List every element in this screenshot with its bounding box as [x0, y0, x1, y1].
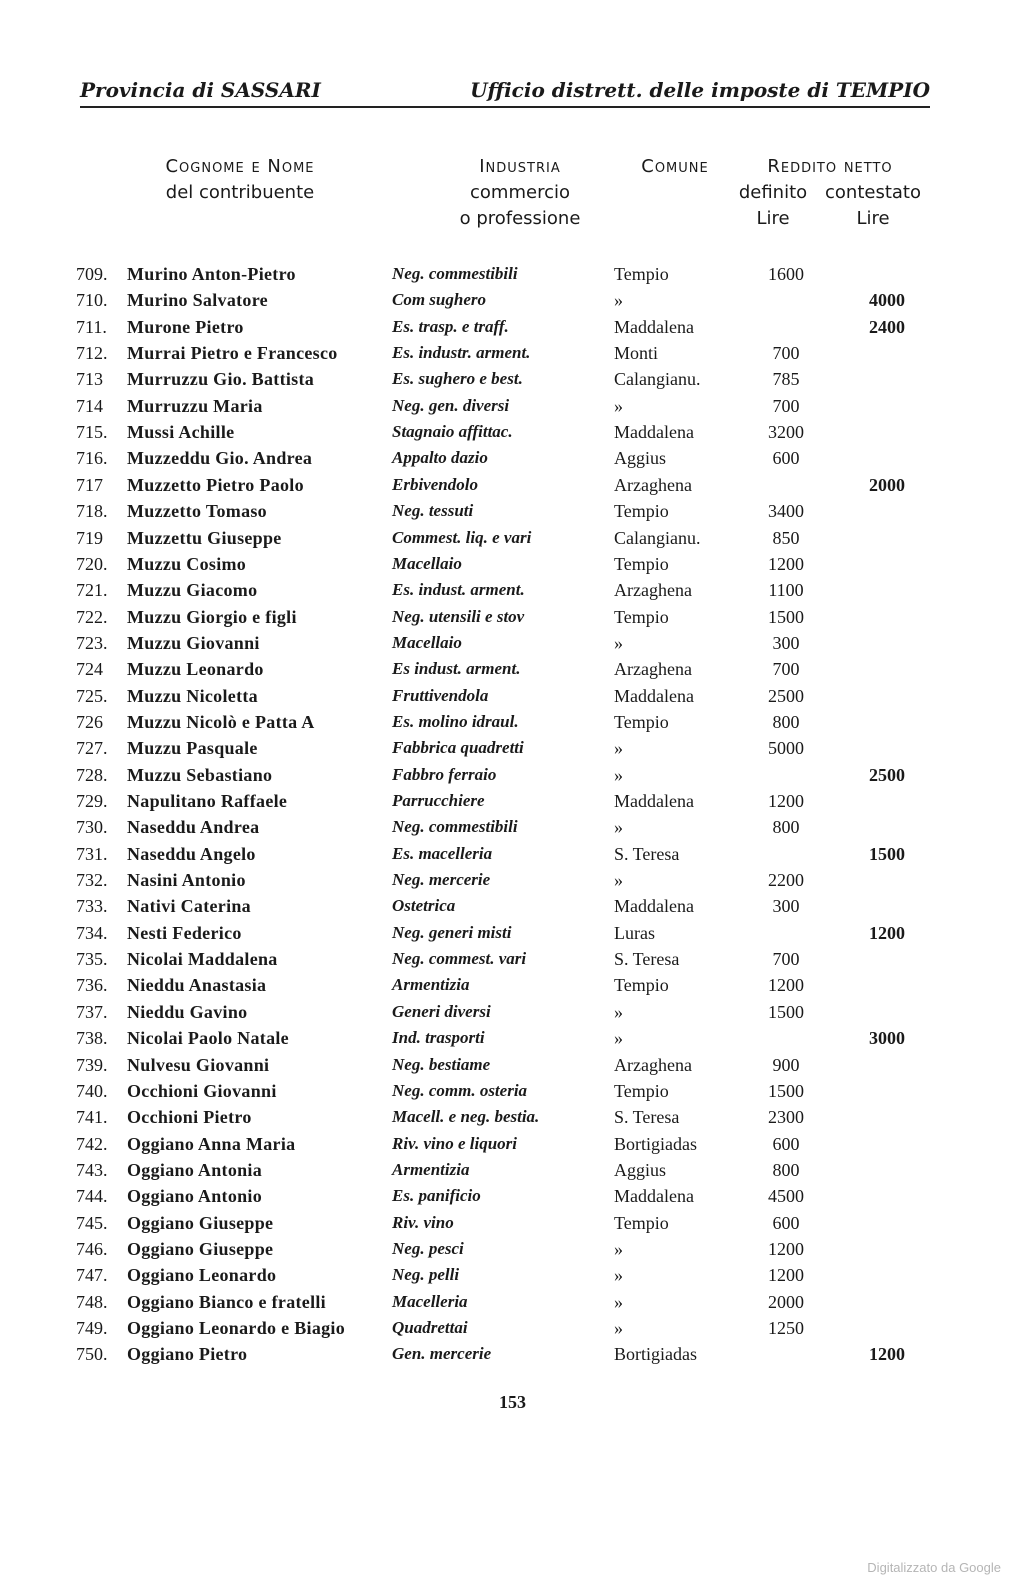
industry: Riv. vino: [392, 1212, 454, 1232]
taxpayer-name: Nicolai Maddalena: [127, 949, 278, 970]
income-definito: 2000: [768, 1291, 804, 1312]
industry: Es. sughero e best.: [392, 369, 523, 389]
row-number: 743.: [76, 1159, 108, 1180]
taxpayer-name: Mussi Achille: [127, 422, 235, 443]
comune: Maddalena: [614, 422, 694, 443]
industry: Neg. tessuti: [392, 501, 474, 521]
table-row: [0, 710, 1025, 736]
column-header-definito-label: definito: [738, 182, 808, 203]
comune: Arzaghena: [614, 474, 692, 495]
income-definito: 600: [772, 1212, 800, 1233]
industry: Fabbrica quadretti: [392, 738, 524, 758]
table-row: [0, 367, 1025, 393]
table-row: [0, 552, 1025, 578]
comune: »: [614, 870, 623, 891]
taxpayer-name: Murino Salvatore: [127, 290, 268, 311]
row-number: 750.: [76, 1344, 108, 1365]
taxpayer-name: Murino Anton-Pietro: [127, 264, 296, 284]
industry: Neg. commestibili: [392, 264, 518, 283]
table-row: [0, 789, 1025, 815]
comune: Monti: [614, 343, 659, 364]
industry: Ostetrica: [392, 896, 456, 916]
industry: Macell. e neg. bestia.: [392, 1107, 540, 1127]
industry: Neg. bestiame: [392, 1054, 491, 1074]
row-number: 742.: [76, 1133, 108, 1154]
comune: S. Teresa: [614, 1107, 680, 1128]
column-header-definito-unit: Lire: [756, 208, 790, 229]
comune: Tempio: [614, 553, 669, 574]
taxpayer-name: Muzzu Leonardo: [127, 659, 264, 680]
industry: Es indust. arment.: [392, 659, 521, 679]
table-row: [0, 1290, 1025, 1316]
row-number: 731.: [76, 843, 108, 864]
table-row: [0, 1026, 1025, 1052]
taxpayer-name: Nasini Antonio: [127, 870, 246, 891]
table-row: [0, 578, 1025, 604]
comune: Calangianu.: [614, 527, 701, 548]
income-definito: 1200: [768, 975, 804, 996]
table-row: [0, 446, 1025, 472]
row-number: 716.: [76, 448, 108, 469]
comune: Tempio: [614, 1080, 669, 1101]
taxpayer-name: Nesti Federico: [127, 922, 242, 943]
industry: Neg. gen. diversi: [392, 395, 510, 415]
taxpayer-name: Oggiano Pietro: [127, 1344, 248, 1365]
income-contestato: 2000: [869, 474, 905, 495]
column-header-industry-sub2: o professione: [459, 208, 581, 229]
table-row: [0, 1263, 1025, 1289]
column-header-definito: [728, 180, 818, 232]
income-definito: 1200: [768, 553, 804, 574]
column-header-reddito-title: Reddito netto: [767, 156, 893, 177]
industry: Es. molino idraul.: [392, 711, 519, 731]
comune: Bortigiadas: [614, 1344, 697, 1365]
industry: Erbivendolo: [392, 474, 478, 494]
row-number: 740.: [76, 1080, 108, 1101]
income-definito: 1200: [768, 1265, 804, 1286]
table-row: [0, 605, 1025, 631]
industry: Neg. commest. vari: [392, 949, 527, 969]
taxpayer-name: Nieddu Anastasia: [127, 975, 267, 996]
table-row: [0, 1211, 1025, 1237]
table-row: [0, 657, 1025, 683]
comune: »: [614, 395, 623, 416]
comune: Tempio: [614, 264, 669, 284]
table-row: [0, 1237, 1025, 1263]
row-number: 711.: [76, 316, 107, 337]
industry: Generi diversi: [392, 1001, 491, 1021]
taxpayer-name: Oggiano Giuseppe: [127, 1212, 274, 1233]
income-definito: 5000: [768, 738, 804, 759]
industry: Es. macelleria: [392, 843, 493, 863]
income-contestato: 1200: [869, 922, 905, 943]
row-number: 737.: [76, 1001, 108, 1022]
income-definito: 700: [772, 395, 800, 416]
taxpayer-name: Occhioni Pietro: [127, 1107, 252, 1128]
industry: Neg. mercerie: [392, 870, 491, 890]
industry: Armentizia: [392, 1159, 470, 1179]
industry: Ind. trasporti: [392, 1028, 485, 1048]
taxpayer-name: Murone Pietro: [127, 316, 244, 337]
row-number: 726: [76, 711, 103, 732]
row-number: 722.: [76, 606, 108, 627]
taxpayer-name: Nulvesu Giovanni: [127, 1054, 270, 1075]
comune: Maddalena: [614, 316, 694, 337]
column-header-contestato-label: contestato: [825, 182, 921, 203]
table-row: [0, 1132, 1025, 1158]
comune: »: [614, 764, 623, 785]
row-number: 712.: [76, 343, 108, 364]
table-row: [0, 526, 1025, 552]
income-definito: 1100: [768, 580, 804, 601]
taxpayer-name: Nicolai Paolo Natale: [127, 1028, 289, 1049]
industry: Armentizia: [392, 975, 470, 995]
taxpayer-name: Muzzu Cosimo: [127, 553, 247, 574]
comune: Maddalena: [614, 685, 694, 706]
table-row: [0, 499, 1025, 525]
table-row: [0, 262, 1025, 288]
taxpayer-name: Muzzetto Tomaso: [127, 501, 267, 522]
comune: Arzaghena: [614, 580, 692, 601]
table-row: [0, 1105, 1025, 1131]
comune: »: [614, 738, 623, 759]
taxpayer-name: Occhioni Giovanni: [127, 1080, 277, 1101]
table-row: [0, 341, 1025, 367]
income-definito: 800: [772, 1159, 800, 1180]
table-row: [0, 947, 1025, 973]
row-number: 730.: [76, 817, 108, 838]
industry: Com sughero: [392, 290, 486, 310]
income-contestato: 2400: [869, 316, 905, 337]
comune: »: [614, 1265, 623, 1286]
table-row: [0, 842, 1025, 868]
income-definito: 850: [772, 527, 800, 548]
table-row: [0, 1184, 1025, 1210]
row-number: 734.: [76, 922, 108, 943]
row-number: 736.: [76, 975, 108, 996]
row-number: 732.: [76, 870, 108, 891]
comune: Maddalena: [614, 791, 694, 811]
table-row: [0, 736, 1025, 762]
income-contestato: 1200: [869, 1344, 905, 1365]
taxpayer-name: Oggiano Anna Maria: [127, 1133, 296, 1154]
taxpayer-name: Napulitano Raffaele: [127, 791, 288, 811]
income-definito: 3400: [768, 501, 804, 522]
table-row: [0, 684, 1025, 710]
row-number: 748.: [76, 1291, 108, 1312]
table-row: [0, 868, 1025, 894]
row-number: 728.: [76, 764, 108, 785]
comune: »: [614, 1318, 623, 1338]
row-number: 715.: [76, 422, 108, 443]
comune: Tempio: [614, 1212, 669, 1233]
comune: Tempio: [614, 975, 669, 996]
taxpayer-name: Oggiano Bianco e fratelli: [127, 1291, 326, 1312]
income-definito: 800: [772, 817, 800, 838]
comune: »: [614, 1238, 623, 1259]
comune: Tempio: [614, 501, 669, 522]
comune: Tempio: [614, 711, 669, 732]
income-definito: 1250: [768, 1318, 804, 1338]
comune: »: [614, 290, 623, 311]
taxpayer-name: Muzzu Giacomo: [127, 580, 258, 601]
income-contestato: 1500: [869, 843, 905, 864]
row-number: 709.: [76, 264, 108, 284]
income-definito: 4500: [768, 1186, 804, 1207]
industry: Es. trasp. e traff.: [392, 316, 509, 336]
comune: Aggius: [614, 1159, 667, 1180]
header-office: Ufficio distrett. delle imposte di TEMPIO: [470, 78, 930, 102]
row-number: 727.: [76, 738, 108, 759]
industry: Neg. commestibili: [392, 817, 518, 837]
taxpayer-name: Muzzeddu Gio. Andrea: [127, 448, 313, 469]
income-definito: 700: [772, 659, 800, 680]
table-row: [0, 1316, 1025, 1342]
column-header-contestato-unit: Lire: [856, 208, 890, 229]
row-number: 735.: [76, 949, 108, 970]
income-definito: 1200: [768, 1238, 804, 1259]
taxpayer-name: Murrai Pietro e Francesco: [127, 343, 338, 364]
table-row: [0, 1000, 1025, 1026]
comune: Aggius: [614, 448, 667, 469]
taxpayer-name: Oggiano Giuseppe: [127, 1238, 274, 1259]
row-number: 717: [76, 474, 103, 495]
comune: »: [614, 632, 623, 653]
industry: Neg. generi misti: [392, 922, 512, 942]
taxpayer-name: Oggiano Antonio: [127, 1186, 263, 1207]
row-number: 710.: [76, 290, 108, 311]
industry: Neg. utensili e stov: [392, 606, 525, 626]
row-number: 746.: [76, 1238, 108, 1259]
industry: Stagnaio affittac.: [392, 422, 513, 442]
industry: Neg. pesci: [392, 1238, 464, 1258]
taxpayer-name: Muzzu Sebastiano: [127, 764, 273, 785]
income-definito: 785: [772, 369, 800, 390]
income-definito: 800: [772, 711, 800, 732]
industry: Fabbro ferraio: [392, 764, 497, 784]
industry: Macellaio: [392, 632, 462, 652]
industry: Es. panificio: [392, 1186, 481, 1206]
comune: Maddalena: [614, 896, 694, 917]
comune: »: [614, 1028, 623, 1049]
taxpayer-name: Muzzetto Pietro Paolo: [127, 474, 304, 495]
industry: Neg. pelli: [392, 1265, 460, 1285]
column-header-name-sub: del contribuente: [165, 182, 315, 203]
comune: Calangianu.: [614, 369, 701, 390]
column-header-comune-title: Comune: [641, 156, 709, 177]
industry: Quadrettai: [392, 1318, 468, 1337]
row-number: 723.: [76, 632, 108, 653]
row-number: 741.: [76, 1107, 108, 1128]
table-row: [0, 394, 1025, 420]
income-definito: 700: [772, 343, 800, 364]
income-definito: 600: [772, 448, 800, 469]
page-number: 153: [499, 1392, 526, 1412]
watermark: Digitalizzato da Google: [867, 1560, 1001, 1575]
header-province: Provincia di SASSARI: [80, 78, 321, 102]
comune: Arzaghena: [614, 1054, 692, 1075]
table-row: [0, 473, 1025, 499]
comune: »: [614, 1001, 623, 1022]
comune: Tempio: [614, 606, 669, 627]
taxpayer-name: Muzzu Giovanni: [127, 632, 260, 653]
taxpayer-name: Muzzu Nicoletta: [127, 685, 258, 706]
taxpayer-name: Nativi Caterina: [127, 896, 251, 917]
column-header-contestato: [818, 180, 928, 232]
income-definito: 2200: [768, 870, 804, 891]
comune: Maddalena: [614, 1186, 694, 1207]
table-row: [0, 894, 1025, 920]
industry: Riv. vino e liquori: [392, 1133, 517, 1153]
row-number: 721.: [76, 580, 108, 601]
row-number: 720.: [76, 553, 108, 574]
row-number: 713: [76, 369, 103, 390]
column-header-reddito: [740, 154, 920, 180]
header-rule: [80, 106, 930, 108]
comune: »: [614, 1291, 623, 1312]
industry: Neg. comm. osteria: [392, 1080, 528, 1100]
comune: S. Teresa: [614, 843, 680, 864]
table-row: [0, 763, 1025, 789]
income-definito: 2500: [768, 685, 804, 706]
industry: Commest. liq. e vari: [392, 527, 532, 547]
row-number: 729.: [76, 791, 108, 811]
table-row: [0, 1342, 1025, 1368]
industry: Fruttivendola: [392, 685, 489, 705]
taxpayer-name: Murruzzu Maria: [127, 395, 263, 416]
taxpayer-name: Muzzu Nicolò e Patta A: [127, 711, 315, 732]
comune: »: [614, 817, 623, 838]
income-definito: 3200: [768, 422, 804, 443]
comune: Luras: [614, 922, 655, 943]
column-header-name: [120, 154, 360, 206]
income-definito: 900: [772, 1054, 800, 1075]
table-row: [0, 1053, 1025, 1079]
table-row: [0, 315, 1025, 341]
income-definito: 300: [772, 632, 800, 653]
column-header-industry: [420, 154, 620, 232]
industry: Es. industr. arment.: [392, 343, 531, 363]
industry: Gen. mercerie: [392, 1344, 492, 1364]
row-number: 745.: [76, 1212, 108, 1233]
industry: Parrucchiere: [392, 791, 485, 810]
income-definito: 2300: [768, 1107, 804, 1128]
comune: Bortigiadas: [614, 1133, 697, 1154]
industry: Macellaio: [392, 553, 462, 573]
column-header-industry-sub1: commercio: [470, 182, 570, 203]
income-definito: 1500: [768, 1080, 804, 1101]
column-header-comune: [620, 154, 730, 180]
row-number: 719: [76, 527, 103, 548]
income-definito: 1600: [768, 264, 804, 284]
industry: Appalto dazio: [392, 448, 488, 468]
income-contestato: 3000: [869, 1028, 905, 1049]
column-header-industry-title: Industria: [479, 156, 561, 177]
table-row: [0, 631, 1025, 657]
table-row: [0, 815, 1025, 841]
row-number: 724: [76, 659, 103, 680]
taxpayer-name: Oggiano Leonardo e Biagio: [127, 1318, 346, 1338]
income-definito: 700: [772, 949, 800, 970]
row-number: 747.: [76, 1265, 108, 1286]
running-head: [80, 74, 930, 104]
table-row: [0, 973, 1025, 999]
row-number: 739.: [76, 1054, 108, 1075]
row-number: 718.: [76, 501, 108, 522]
row-number: 744.: [76, 1186, 108, 1207]
table-row: [0, 1079, 1025, 1105]
income-contestato: 2500: [869, 764, 905, 785]
taxpayer-name: Naseddu Angelo: [127, 843, 256, 864]
comune: S. Teresa: [614, 949, 680, 970]
table-row: [0, 288, 1025, 314]
row-number: 733.: [76, 896, 108, 917]
comune: Arzaghena: [614, 659, 692, 680]
taxpayer-name: Oggiano Antonia: [127, 1159, 263, 1180]
taxpayer-name: Murruzzu Gio. Battista: [127, 369, 315, 390]
row-number: 714: [76, 395, 103, 416]
column-header-name-title: Cognome e Nome: [165, 156, 315, 177]
taxpayer-name: Muzzu Pasquale: [127, 738, 258, 759]
income-definito: 1200: [768, 791, 804, 811]
income-contestato: 4000: [869, 290, 905, 311]
industry: Es. indust. arment.: [392, 580, 525, 600]
taxpayer-name: Nieddu Gavino: [127, 1001, 248, 1022]
taxpayer-name: Naseddu Andrea: [127, 817, 260, 838]
industry: Macelleria: [392, 1291, 468, 1311]
income-definito: 1500: [768, 1001, 804, 1022]
taxpayer-name: Muzzu Giorgio e figli: [127, 606, 297, 627]
table-row: [0, 1158, 1025, 1184]
table-row: [0, 420, 1025, 446]
taxpayer-name: Muzzettu Giuseppe: [127, 527, 282, 548]
row-number: 738.: [76, 1028, 108, 1049]
table-row: [0, 921, 1025, 947]
income-definito: 1500: [768, 606, 804, 627]
row-number: 725.: [76, 685, 108, 706]
income-definito: 300: [772, 896, 800, 917]
income-definito: 600: [772, 1133, 800, 1154]
row-number: 749.: [76, 1318, 108, 1338]
taxpayer-name: Oggiano Leonardo: [127, 1265, 277, 1286]
